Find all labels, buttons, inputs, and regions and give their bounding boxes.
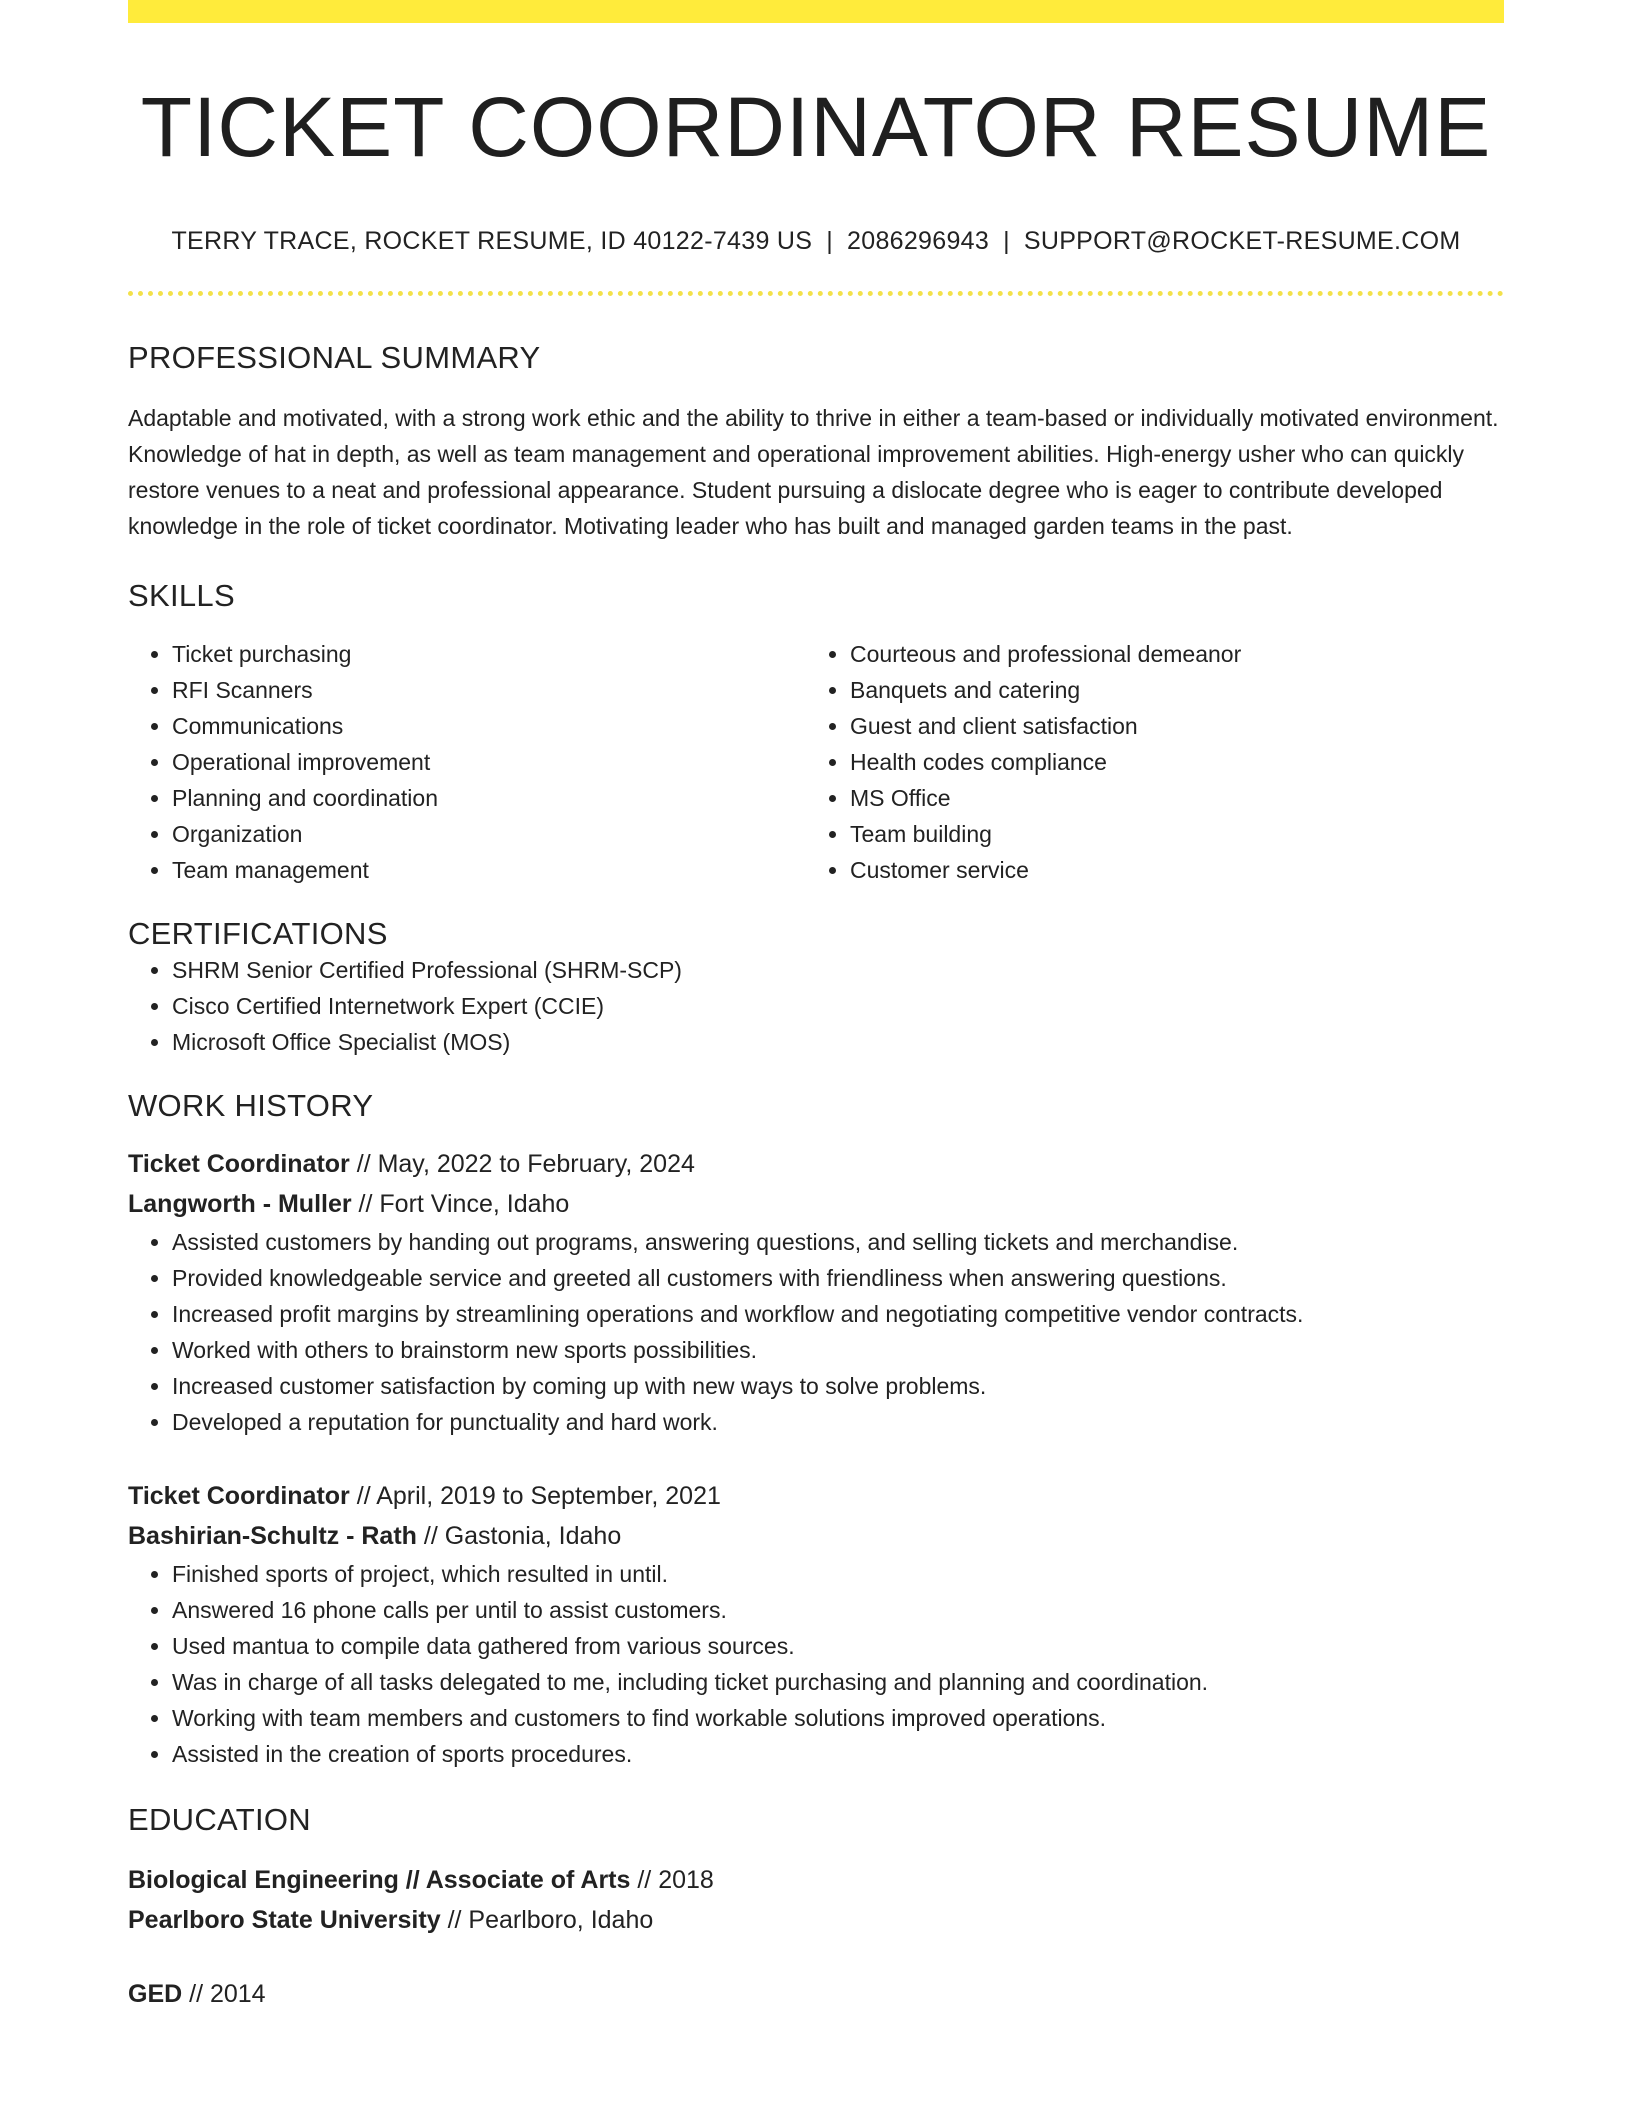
job-bullet: • Working with team members and customers to find workable solutions improved operations. bbox=[172, 1700, 1504, 1736]
certification-item: • Cisco Certified Internetwork Expert (CCIE) bbox=[172, 988, 1504, 1024]
job-title: Ticket Coordinator bbox=[128, 1150, 350, 1178]
skills-columns bbox=[128, 636, 1504, 888]
skill-item: • Ticket purchasing bbox=[172, 636, 806, 672]
skill-item: • Guest and client satisfaction bbox=[850, 708, 1484, 744]
education-entry bbox=[128, 1974, 1504, 2014]
skill-item: • RFI Scanners bbox=[172, 672, 806, 708]
education-heading: EDUCATION bbox=[128, 1802, 311, 1837]
skill-item: • Organization bbox=[172, 816, 806, 852]
job-company: Bashirian-Schultz - Rath bbox=[128, 1522, 417, 1550]
education-degree-line bbox=[128, 1974, 1504, 2014]
job-dates: // April, 2019 to September, 2021 bbox=[349, 1482, 721, 1510]
dotted-divider bbox=[128, 291, 1504, 296]
certification-item: • Microsoft Office Specialist (MOS) bbox=[172, 1024, 1504, 1060]
skill-item: • Courteous and professional demeanor bbox=[850, 636, 1484, 672]
education-school-line bbox=[128, 1900, 1504, 1940]
job-bullet: • Assisted in the creation of sports procedures. bbox=[172, 1736, 1504, 1772]
contact-phone: 2086296943 bbox=[847, 227, 990, 255]
contact-email: SUPPORT@ROCKET-RESUME.COM bbox=[1023, 227, 1461, 255]
skills-heading: SKILLS bbox=[128, 578, 235, 613]
skill-item: • Planning and coordination bbox=[172, 780, 806, 816]
contact-address: TERRY TRACE, ROCKET RESUME, ID 40122-7439 US bbox=[171, 227, 813, 255]
certification-item: • SHRM Senior Certified Professional (SHRM-SCP) bbox=[172, 952, 1504, 988]
skills-column-right bbox=[806, 636, 1484, 888]
skill-item: • Health codes compliance bbox=[850, 744, 1484, 780]
job-company-line bbox=[128, 1184, 1504, 1224]
education-year: // 2014 bbox=[182, 1980, 266, 2008]
job-bullet: • Finished sports of project, which resulted in until. bbox=[172, 1556, 1504, 1592]
contact-separator: | bbox=[1003, 227, 1010, 255]
job-bullet: • Increased customer satisfaction by coming up with new ways to solve problems. bbox=[172, 1368, 1504, 1404]
education-school: Pearlboro State University bbox=[128, 1906, 441, 1934]
job-bullet: • Worked with others to brainstorm new sports possibilities. bbox=[172, 1332, 1504, 1368]
job-bullet: • Increased profit margins by streamlining operations and workflow and negotiating competitive vendor contracts. bbox=[172, 1296, 1504, 1332]
skill-item: • Team building bbox=[850, 816, 1484, 852]
certifications-list bbox=[128, 952, 1504, 1060]
job-location: // Gastonia, Idaho bbox=[416, 1522, 622, 1550]
skill-item: • Customer service bbox=[850, 852, 1484, 888]
skill-item: • Banquets and catering bbox=[850, 672, 1484, 708]
job-title: Ticket Coordinator bbox=[128, 1482, 350, 1510]
education-location: // Pearlboro, Idaho bbox=[440, 1906, 654, 1934]
job-entry bbox=[128, 1144, 1504, 1440]
skill-item: • Team management bbox=[172, 852, 806, 888]
summary-heading: PROFESSIONAL SUMMARY bbox=[128, 340, 541, 375]
job-title-line bbox=[128, 1476, 1504, 1516]
page-title: TICKET COORDINATOR RESUME bbox=[140, 80, 1492, 174]
education-entry bbox=[128, 1860, 1504, 1940]
job-bullet: • Answered 16 phone calls per until to assist customers. bbox=[172, 1592, 1504, 1628]
job-bullet: • Provided knowledgeable service and greeted all customers with friendliness when answering questions. bbox=[172, 1260, 1504, 1296]
job-dates: // May, 2022 to February, 2024 bbox=[349, 1150, 695, 1178]
accent-top-bar bbox=[128, 0, 1504, 23]
skill-item: • Operational improvement bbox=[172, 744, 806, 780]
job-bullets bbox=[128, 1224, 1504, 1440]
job-bullet: • Assisted customers by handing out programs, answering questions, and selling tickets and merchandise. bbox=[172, 1224, 1504, 1260]
work-history-heading: WORK HISTORY bbox=[128, 1088, 374, 1123]
skills-column-left bbox=[128, 636, 806, 888]
contact-separator: | bbox=[826, 227, 834, 255]
skill-item: • MS Office bbox=[850, 780, 1484, 816]
certifications-heading: CERTIFICATIONS bbox=[128, 916, 388, 951]
job-company-line bbox=[128, 1516, 1504, 1556]
summary-text: Adaptable and motivated, with a strong work ethic and the ability to thrive in either a team-based or individually motivated environment. Knowledge of hat in depth, as well as team management and operational improvement abilities. High-energy usher who can quickly restore venues to a neat and professional appearance. Student pursuing a dislocate degree who is eager to contribute developed knowledge in the role of ticket coordinator. Motivating leader who has built and managed garden teams in the past. bbox=[128, 405, 1499, 539]
education-degree: Biological Engineering // Associate of Arts bbox=[128, 1866, 631, 1894]
job-title-line bbox=[128, 1144, 1504, 1184]
skill-item: • Communications bbox=[172, 708, 806, 744]
job-bullet: • Used mantua to compile data gathered from various sources. bbox=[172, 1628, 1504, 1664]
job-entry bbox=[128, 1476, 1504, 1772]
job-bullet: • Developed a reputation for punctuality and hard work. bbox=[172, 1404, 1504, 1440]
job-bullet: • Was in charge of all tasks delegated to me, including ticket purchasing and planning and coordination. bbox=[172, 1664, 1504, 1700]
education-degree: GED bbox=[128, 1980, 183, 2008]
resume-page bbox=[128, 0, 1504, 2014]
education-degree-line bbox=[128, 1860, 1504, 1900]
job-company: Langworth - Muller bbox=[128, 1190, 352, 1218]
education-year: // 2018 bbox=[630, 1866, 714, 1894]
contact-line bbox=[128, 227, 1504, 256]
job-bullets bbox=[128, 1556, 1504, 1772]
job-location: // Fort Vince, Idaho bbox=[351, 1190, 570, 1218]
